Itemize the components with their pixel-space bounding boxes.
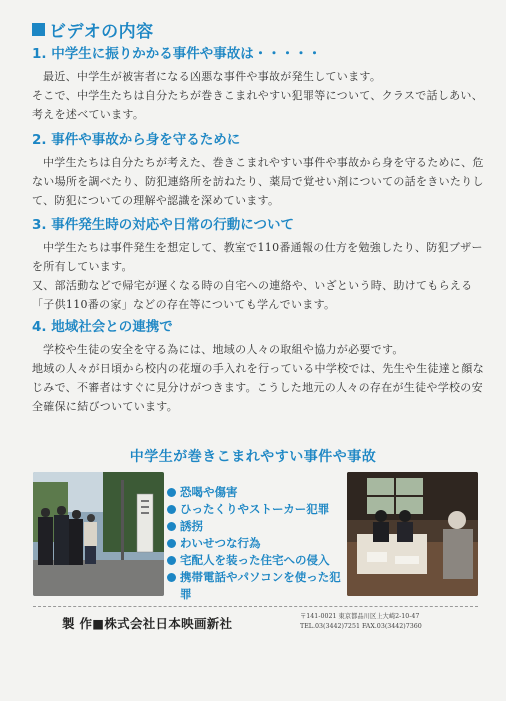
list-item: 携帯電話やパソコンを使った犯罪 — [167, 569, 345, 603]
section-2-body — [32, 153, 490, 210]
producer-address — [300, 612, 422, 632]
producer-credit: 製 作■株式会社日本映画新社 — [62, 616, 233, 631]
section-4-paragraph-1: 学校や生徒の安全を守る為には、地域の人々の取組や協力が必要です。 — [43, 343, 404, 356]
section-4-title: 4. 地域社会との連携で — [32, 319, 173, 335]
section-4-paragraph-2: 地域の人々が日頃から校内の花壇の手入れを行っている中学校では、先生や生徒達と顔なじみで、不審者はすぐに見分けがつきます。こうした地元の人々の存在が生徒や学校の安全確保に結びついています。 — [32, 362, 484, 413]
bullet-dot-icon — [167, 505, 176, 514]
section-2-title: 2. 事件や事故から身を守るために — [32, 132, 241, 148]
section-1-paragraph-1: 最近、中学生が被害者になる凶悪な事件や事故が発生しています。 — [43, 70, 382, 83]
section-1-paragraph-2: そこで、中学生たちは自分たちが巻きこまれやすい犯罪等について、クラスで話しあい、考えを述べています。 — [32, 89, 484, 121]
photo-students-street — [33, 472, 164, 596]
bullet-dot-icon — [167, 573, 176, 582]
photo-meeting-room — [347, 472, 478, 596]
section-2 — [32, 131, 490, 210]
section-1-title: 1. 中学生に振りかかる事件や事故は・・・・・ — [32, 46, 322, 62]
section-3 — [32, 216, 490, 314]
section-1-body — [32, 67, 490, 124]
section-3-paragraph-2: 又、部活動などで帰宅が遅くなる時の自宅への連絡や、いざという時、助けてもらえる「子供110番の家」などの存在等についても学んでいます。 — [32, 279, 473, 311]
section-3-title: 3. 事件発生時の対応や日常の行動について — [32, 217, 294, 233]
list-item: 恐喝や傷害 — [167, 484, 345, 501]
section-3-paragraph-1: 中学生たちは事件発生を想定して、教室で110番通報の仕方を勉強したり、防犯ブザーを所有しています。 — [32, 241, 483, 273]
square-bullet-icon — [32, 23, 45, 36]
list-item: ひったくりやストーカー犯罪 — [167, 501, 345, 518]
section-4-body — [32, 340, 490, 416]
main-heading-text: ビデオの内容 — [49, 22, 154, 42]
bullet-dot-icon — [167, 522, 176, 531]
address-line-1: 〒141-0021 東京都品川区上大崎2-10-47 — [300, 613, 420, 620]
address-line-2: TEL.03(3442)7251 FAX.03(3442)7360 — [300, 623, 422, 630]
list-item: 誘拐 — [167, 518, 345, 535]
bullet-dot-icon — [167, 556, 176, 565]
section-2-paragraph-1: 中学生たちは自分たちが考えた、巻きこまれやすい事件や事故から身を守るために、危ない場所を調べたり、防犯連絡所を訪ねたり、薬局で覚せい剤についての話をきいたりして、防犯についての理解や認識を深めています。 — [32, 156, 484, 207]
footer-divider — [33, 606, 478, 607]
section-4 — [32, 318, 490, 416]
bullet-dot-icon — [167, 539, 176, 548]
section-3-body — [32, 238, 490, 314]
section-1 — [32, 45, 490, 124]
list-title: 中学生が巻きこまれやすい事件や事故 — [129, 449, 377, 465]
list-item: 宅配人を装った住宅への侵入 — [167, 552, 345, 569]
bullet-dot-icon — [167, 488, 176, 497]
list-item: わいせつな行為 — [167, 535, 345, 552]
incident-list — [167, 484, 345, 603]
main-heading — [32, 17, 154, 42]
